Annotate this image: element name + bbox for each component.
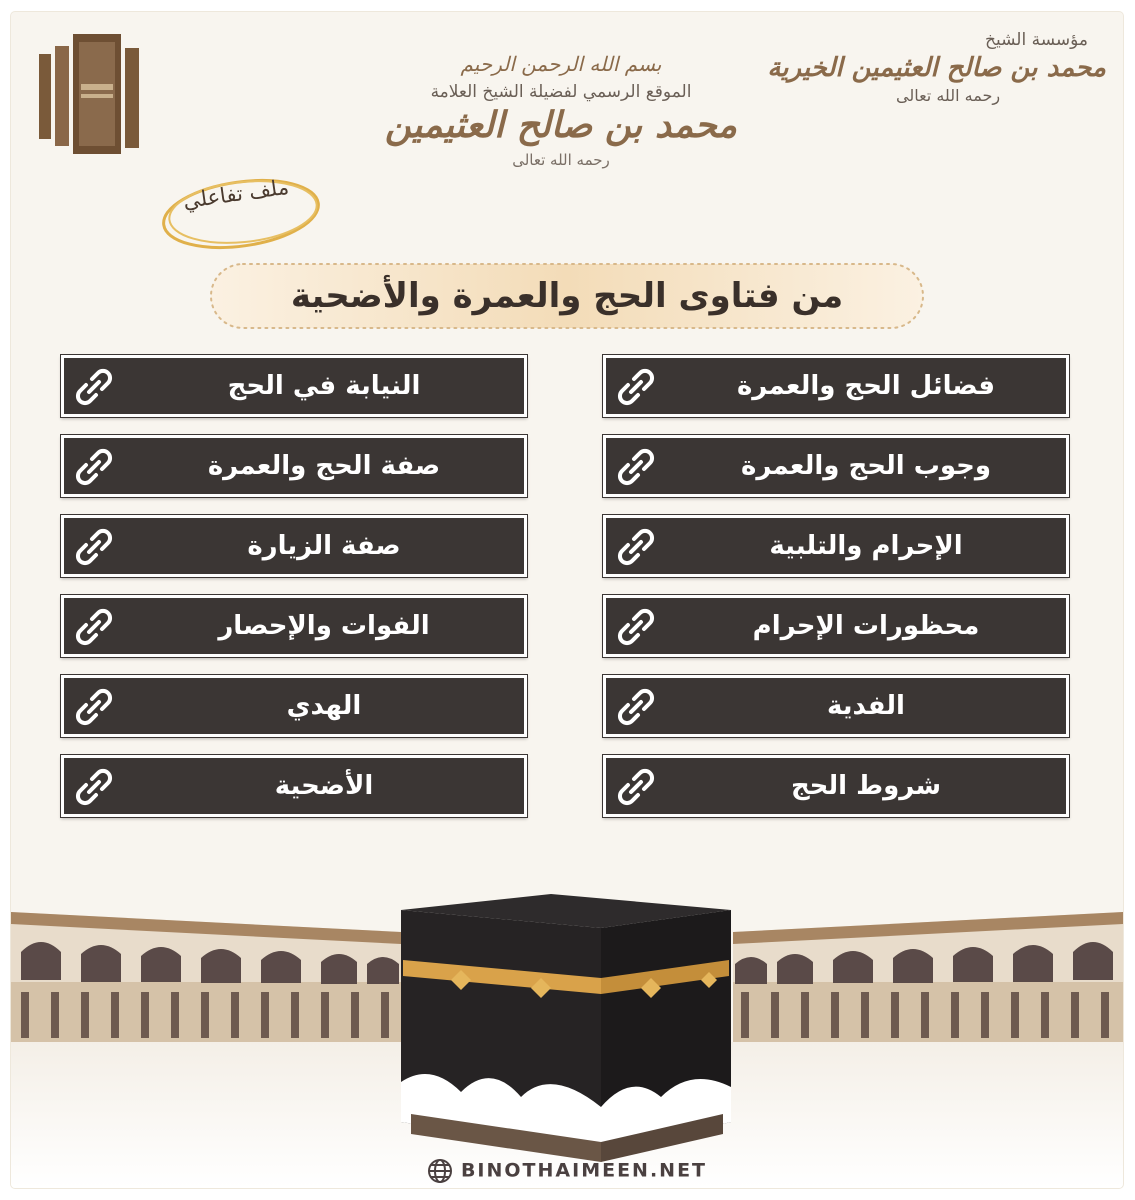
kaaba-illustration [11, 852, 1123, 1188]
chain-link-icon [614, 765, 658, 809]
chain-link-icon [614, 525, 658, 569]
link-button-sifat-hajj[interactable] [61, 435, 527, 497]
link-label: وجوب الحج والعمرة [740, 451, 992, 481]
page-card [11, 12, 1123, 1188]
link-label: الفدية [827, 691, 905, 721]
chain-link-icon [614, 445, 658, 489]
foundation-name: محمد بن صالح العثيمين الخيرية [767, 53, 1106, 83]
chain-link-icon [72, 685, 116, 729]
books-logo [31, 24, 151, 164]
left-arcade [11, 912, 401, 1042]
link-label: شروط الحج [790, 771, 942, 801]
site-line: الموقع الرسمي لفضيلة الشيخ العلامة [430, 82, 692, 102]
chain-link-icon [72, 445, 116, 489]
chain-link-icon [614, 605, 658, 649]
link-button-mahdhurat[interactable] [603, 595, 1069, 657]
chain-link-icon [72, 365, 116, 409]
title-banner [207, 260, 927, 332]
link-label: فضائل الحج والعمرة [736, 371, 996, 401]
link-label: محظورات الإحرام [752, 611, 980, 641]
chain-link-icon [614, 685, 658, 729]
link-label: النيابة في الحج [227, 371, 421, 401]
website-url[interactable]: BINOTHAIMEEN.NET [460, 1159, 708, 1182]
kaaba [401, 894, 731, 1162]
link-button-ziyara[interactable] [61, 515, 527, 577]
link-button-niyaba[interactable] [61, 355, 527, 417]
right-arcade [733, 912, 1123, 1042]
link-button-wujub[interactable] [603, 435, 1069, 497]
chain-link-icon [72, 525, 116, 569]
link-button-fidya[interactable] [603, 675, 1069, 737]
globe-icon [427, 1158, 453, 1184]
header-center [341, 52, 781, 169]
link-button-shurut[interactable] [603, 755, 1069, 817]
basmala: بسم الله الرحمن الرحيم [460, 52, 662, 76]
badge-label: ملف تفاعلي [181, 174, 291, 214]
foundation-logo [767, 30, 1106, 106]
link-label: الهدي [286, 691, 362, 721]
link-button-udhiya[interactable] [61, 755, 527, 817]
link-button-ihram[interactable] [603, 515, 1069, 577]
foundation-rahimahu: رحمه الله تعالى [896, 86, 1001, 106]
link-label: الأضحية [274, 771, 374, 801]
rahimahu-text: رحمه الله تعالى [512, 151, 610, 170]
interactive-file-badge [151, 162, 341, 262]
chain-link-icon [614, 365, 658, 409]
link-label: الفوات والإحصار [218, 611, 430, 641]
link-button-hady[interactable] [61, 675, 527, 737]
link-label: الإحرام والتلبية [769, 531, 963, 561]
link-button-fadail[interactable] [603, 355, 1069, 417]
link-label: صفة الحج والعمرة [207, 451, 441, 481]
sheikh-name-calligraphy: محمد بن صالح العثيمين [384, 104, 738, 146]
website-footer[interactable] [11, 1158, 1123, 1184]
chain-link-icon [72, 605, 116, 649]
link-button-fawat[interactable] [61, 595, 527, 657]
foundation-label: مؤسسة الشيخ [985, 30, 1088, 50]
link-label: صفة الزيارة [247, 531, 401, 561]
page-title: من فتاوى الحج والعمرة والأضحية [290, 276, 844, 316]
chain-link-icon [72, 765, 116, 809]
